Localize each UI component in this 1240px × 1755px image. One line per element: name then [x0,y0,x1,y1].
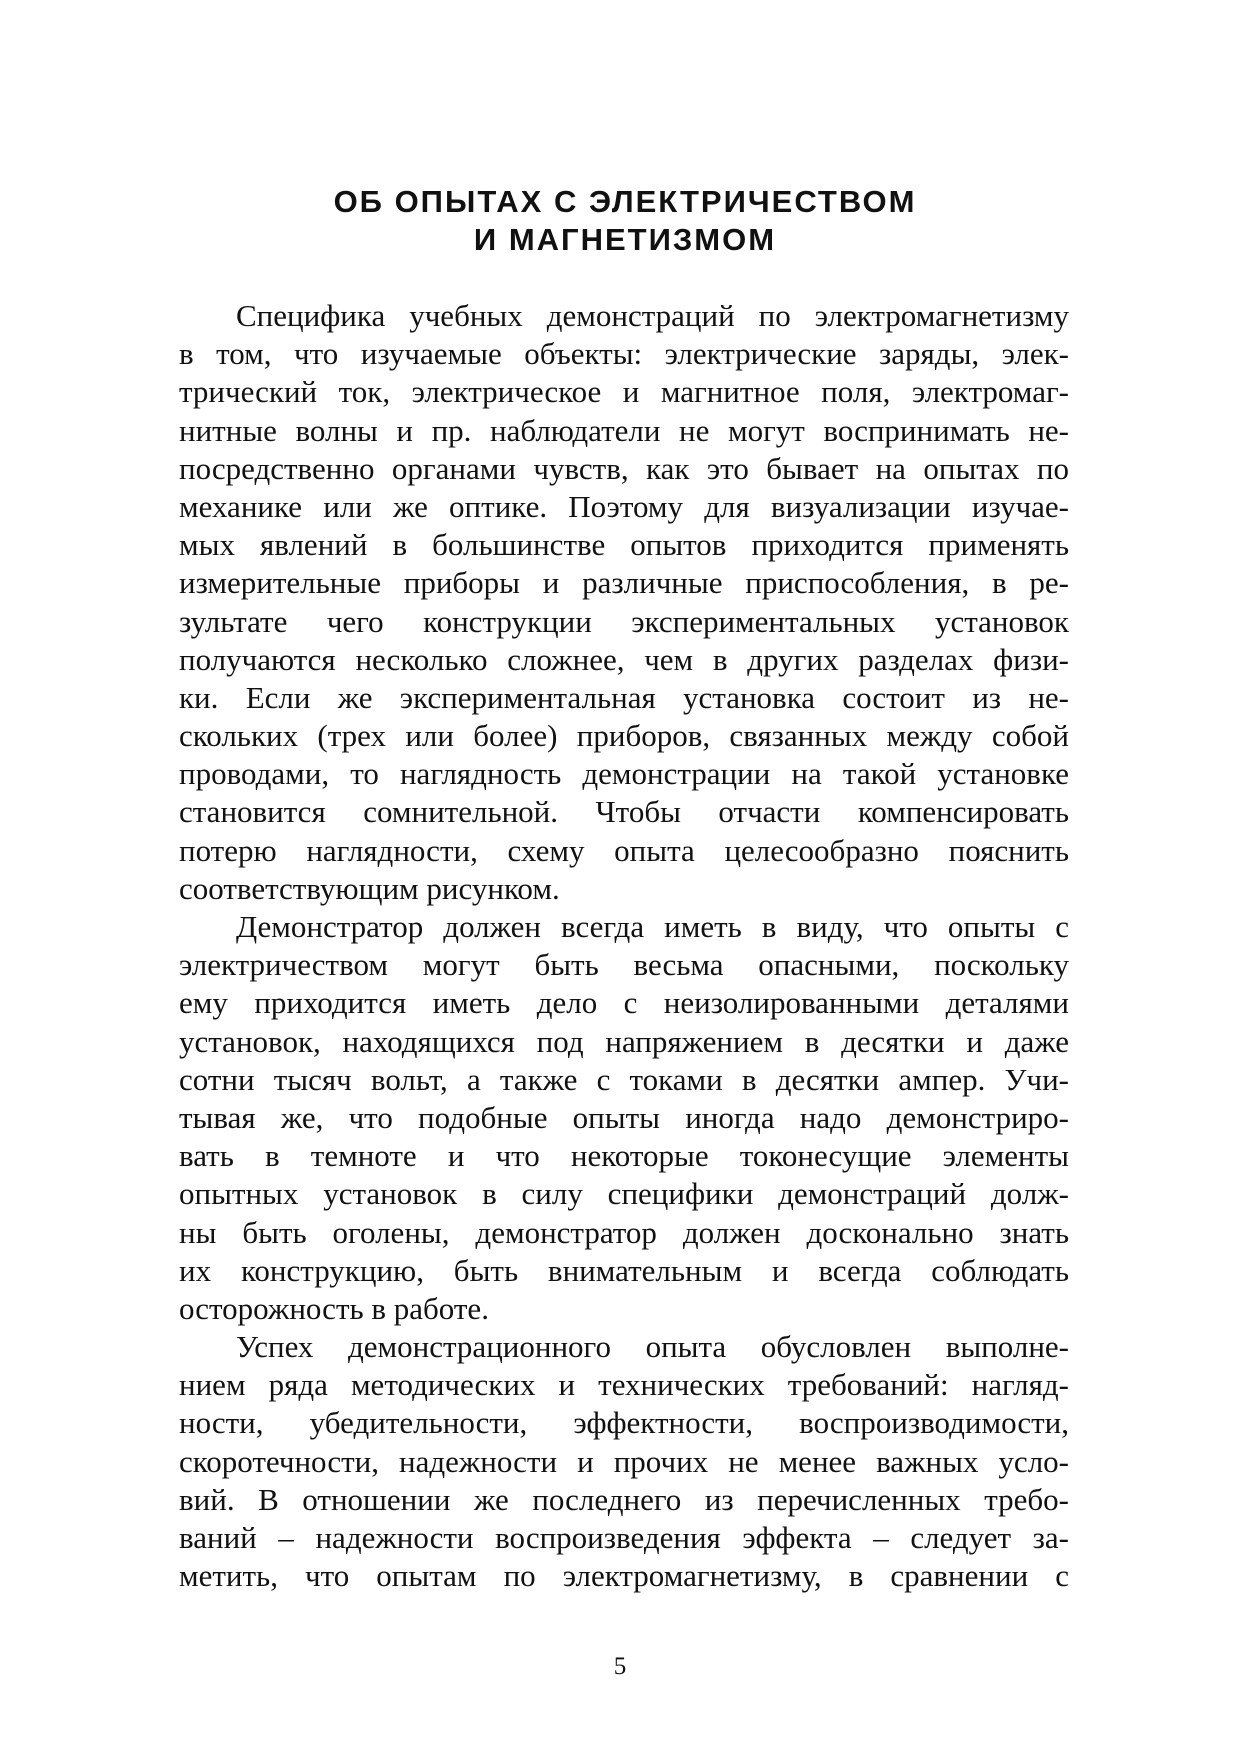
text-line: мых явлений в большинстве опытов приходится применять [179,527,1069,563]
text-line: соответствующим рисунком. [179,870,560,906]
text-line: становится сомнительной. Чтобы отчасти компенсировать [179,794,1069,830]
text-line: трический ток, электрическое и магнитное поля, электромаг- [179,374,1069,410]
text-line: посредственно органами чувств, как это бывает на опытах по [179,450,1069,486]
text-line: осторожность в работе. [179,1290,489,1326]
text-line: Успех демонстрационного опыта обусловлен выполне- [236,1329,1069,1365]
chapter-heading [180,183,1070,259]
text-line: измерительные приборы и различные приспособления, в ре- [179,565,1069,601]
heading-line-2: И МАГНЕТИЗМОМ [473,222,777,257]
paragraph [179,297,1069,908]
text-line: скоротечности, надежности и прочих не менее важных усло- [179,1443,1069,1479]
text-line: установок, находящихся под напряжением в десятки и даже [179,1023,1069,1059]
text-line: Специфика учебных демонстраций по электромагнетизму [236,298,1069,333]
text-line: электричеством могут быть весьма опасными, поскольку [179,947,1069,983]
text-line: ны быть оголены, демонстратор должен досконально знать [179,1214,1069,1250]
text-line: проводами, то наглядность демонстрации на такой установке [179,756,1069,792]
text-line: нием ряда методических и технических требований: нагляд- [179,1367,1069,1403]
text-line: ему приходится иметь дело с неизолированными деталями [179,985,1069,1021]
body-text [179,297,1069,1595]
text-line: сотни тысяч вольт, а также с токами в десятки ампер. Учи- [179,1061,1069,1097]
heading-line-1: ОБ ОПЫТАХ С ЭЛЕКТРИЧЕСТВОМ [333,184,917,219]
text-line: механике или же оптике. Поэтому для визуализации изучае- [179,488,1069,524]
text-line: Демонстратор должен всегда иметь в виду, что опыты с [236,909,1069,944]
text-line: зультате чего конструкции экспериментальных установок [179,603,1069,639]
text-line: ваний – надежности воспроизведения эффекта – следует за- [179,1520,1069,1555]
text-line: в том, что изучаемые объекты: электрические заряды, элек- [179,336,1069,372]
text-line: ности, убедительности, эффектности, воспроизводимости, [179,1405,1069,1441]
text-line: тывая же, что подобные опыты иногда надо демонстриро- [179,1099,1069,1135]
text-line: ки. Если же экспериментальная установка состоит из не- [179,679,1069,715]
text-line: опытных установок в силу специфики демонстраций долж- [179,1176,1069,1212]
paragraph [179,1328,1069,1595]
text-line: скольких (трех или более) приборов, связанных между собой [179,718,1069,754]
page-number: 5 [613,1653,627,1680]
text-line: метить, что опытам по электромагнетизму, в сравнении с [179,1558,1069,1594]
text-line: потерю наглядности, схему опыта целесообразно пояснить [179,832,1069,868]
text-line: получаются несколько сложнее, чем в других разделах физи- [179,641,1069,677]
text-line: нитные волны и пр. наблюдатели не могут воспринимать не- [179,412,1069,448]
text-line: их конструкцию, быть внимательным и всегда соблюдать [179,1252,1069,1288]
paragraph [179,908,1069,1328]
text-line: вий. В отношении же последнего из перечисленных требо- [179,1481,1069,1517]
text-line: вать в темноте и что некоторые токонесущие элементы [179,1138,1069,1174]
